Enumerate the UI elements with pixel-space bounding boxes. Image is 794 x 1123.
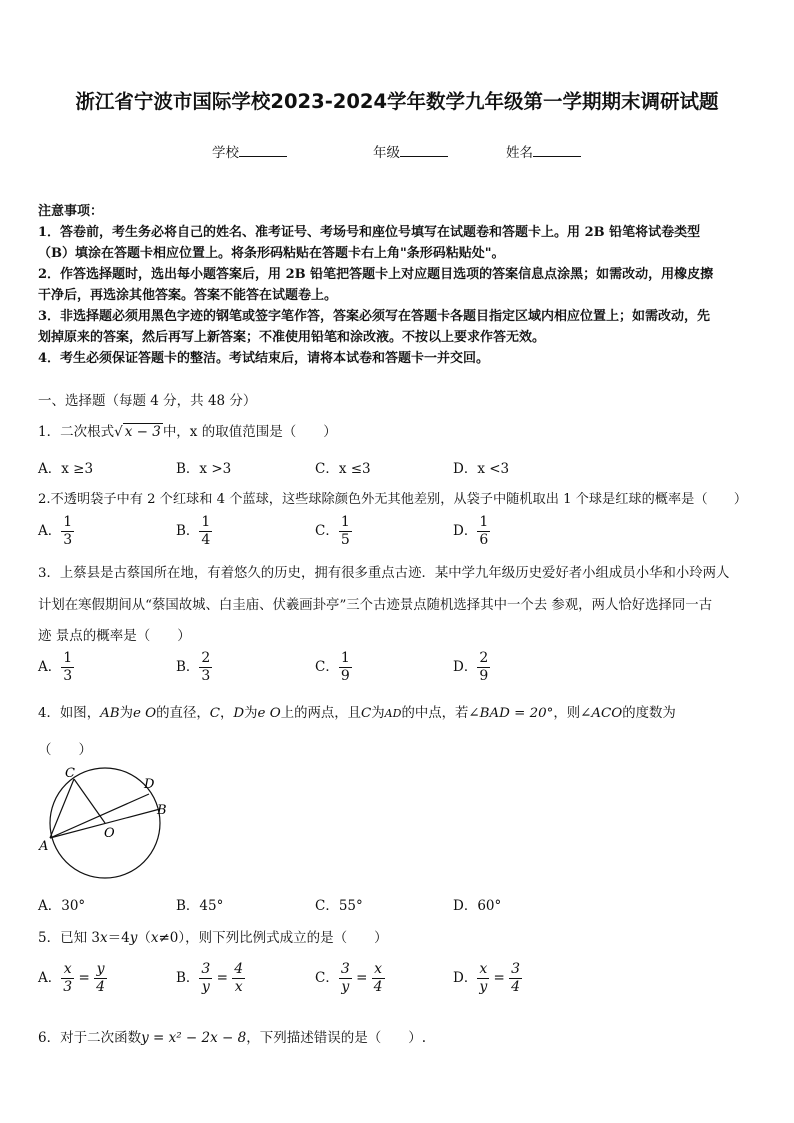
circle-figure	[34, 760, 174, 880]
label-d: D	[144, 777, 155, 792]
question-1	[38, 420, 337, 440]
q1-option-a: A．x ≥3	[38, 461, 94, 477]
q2-option-d: D． $\frac{1}{6}$	[453, 514, 489, 548]
q1-option-d: D．x <3	[453, 461, 510, 477]
notice-line: 3．非选择题必须用黑色字迹的钢笔或签字笔作答，答案必须写在答题卡各题目指定区域内相应位置上；如需改动，先	[38, 309, 711, 324]
grade-field	[373, 141, 448, 161]
segment-co	[74, 779, 105, 823]
notice-line: （B）填涂在答题卡相应位置上。将条形码粘贴在答题卡右上角"条形码粘贴处"。	[38, 246, 505, 261]
q4-option-d: D．60°	[453, 898, 502, 914]
notice-line: 2．作答选择题时，选出每小题答案后，用 2B 铅笔把答题卡上对应题目选项的答案信息点涂黑；如需改动，用橡皮擦	[38, 267, 714, 282]
question-4-bracket: （ ）	[38, 742, 92, 758]
school-field	[212, 141, 287, 161]
notice-line: 4．考生必须保证答题卡的整洁。考试结束后，请将本试卷和答题卡一并交回。	[38, 351, 490, 366]
q6-function: y = x² − 2x − 8	[141, 1030, 247, 1046]
q3-option-a: A． $\frac{1}{3}$	[38, 650, 73, 684]
question-3-line: 迹 景点的概率是（ ）	[38, 628, 191, 644]
q3-option-d: D． $\frac{2}{9}$	[453, 650, 489, 684]
q2-option-a: A． $\frac{1}{3}$	[38, 514, 73, 548]
q4-option-a: A．30°	[38, 898, 86, 914]
q1-prefix: 1．二次根式	[38, 424, 115, 440]
label-o: O	[104, 826, 115, 841]
notice-line: 1．答卷前，考生务必将自己的姓名、准考证号、考场号和座位号填写在试题卷和答题卡上。用 2B 铅笔将试卷类型	[38, 225, 701, 240]
label-b: B	[157, 803, 167, 818]
q1-suffix: 中，x 的取值范围是（ ）	[162, 424, 337, 440]
q3-option-c: C． $\frac{1}{9}$	[315, 650, 350, 684]
question-2: 2.不透明袋子中有 2 个红球和 4 个蓝球，这些球除颜色外无其他差别，从袋子中随机取出 1 个球是红球的概率是（ ）	[38, 492, 748, 507]
page-title: 浙江省宁波市国际学校2023-2024学年数学九年级第一学期期末调研试题	[75, 90, 719, 113]
notice-line: 划掉原来的答案，然后再写上新答案；不准使用铅笔和涂改液。不按以上要求作答无效。	[38, 330, 546, 345]
q5-option-c: C． $\frac{3}{y}$ = $\frac{x}{4}$	[315, 961, 383, 995]
question-3-line: 计划在寒假期间从“蔡国故城、白圭庙、伏羲画卦亭”三个古迹景点随机选择其中一个去 参观，两人恰好选择同一古	[38, 598, 713, 613]
q1-radicand: x − 3	[124, 424, 161, 440]
q2-option-c: C． $\frac{1}{5}$	[315, 514, 350, 548]
question-5: 5．已知 3x＝4y（x≠0），则下列比例式成立的是（ ）	[38, 930, 388, 946]
name-field	[506, 141, 581, 161]
q5-option-b: B． $\frac{3}{y}$ = $\frac{4}{x}$	[176, 961, 244, 995]
q4-option-b: B．45°	[176, 898, 224, 914]
section-heading: 一、选择题（每题 4 分，共 48 分）	[38, 393, 257, 409]
name-label: 姓名	[506, 145, 533, 161]
question-4: 4．如图，AB为e O的直径，C，D为e O上的两点，且C为AD的中点，若∠BAD = 20°，则∠ACO的度数为	[38, 706, 676, 721]
notice-line: 干净后，再选涂其他答案。答案不能答在试题卷上。	[38, 288, 338, 303]
q2-option-b: B． $\frac{1}{4}$	[176, 514, 211, 548]
question-3-line: 3．上蔡县是古蔡国所在地，有着悠久的历史，拥有很多重点古迹．某中学九年级历史爱好者小组成员小华和小玲两人	[38, 566, 730, 581]
notice-heading: 注意事项：	[38, 204, 104, 219]
school-blank	[239, 143, 287, 157]
q3-option-b: B． $\frac{2}{3}$	[176, 650, 211, 684]
name-blank	[533, 143, 581, 157]
sqrt-symbol: √	[114, 424, 123, 440]
q5-option-a: A． $\frac{x}{3}$ = $\frac{y}{4}$	[38, 961, 105, 995]
q1-option-b: B．x >3	[176, 461, 232, 477]
arc-ad: AD	[384, 707, 402, 720]
grade-blank	[400, 143, 448, 157]
q5-option-d: D． $\frac{x}{y}$ = $\frac{3}{4}$	[453, 961, 521, 995]
q4-option-c: C．55°	[315, 898, 363, 914]
q1-option-c: C．x ≤3	[315, 461, 371, 477]
school-label: 学校	[212, 145, 239, 161]
question-6: 6．对于二次函数y = x² − 2x − 8，下列描述错误的是（ ）.	[38, 1030, 427, 1046]
grade-label: 年级	[373, 145, 400, 161]
label-c: C	[65, 766, 75, 781]
label-a: A	[39, 839, 49, 854]
